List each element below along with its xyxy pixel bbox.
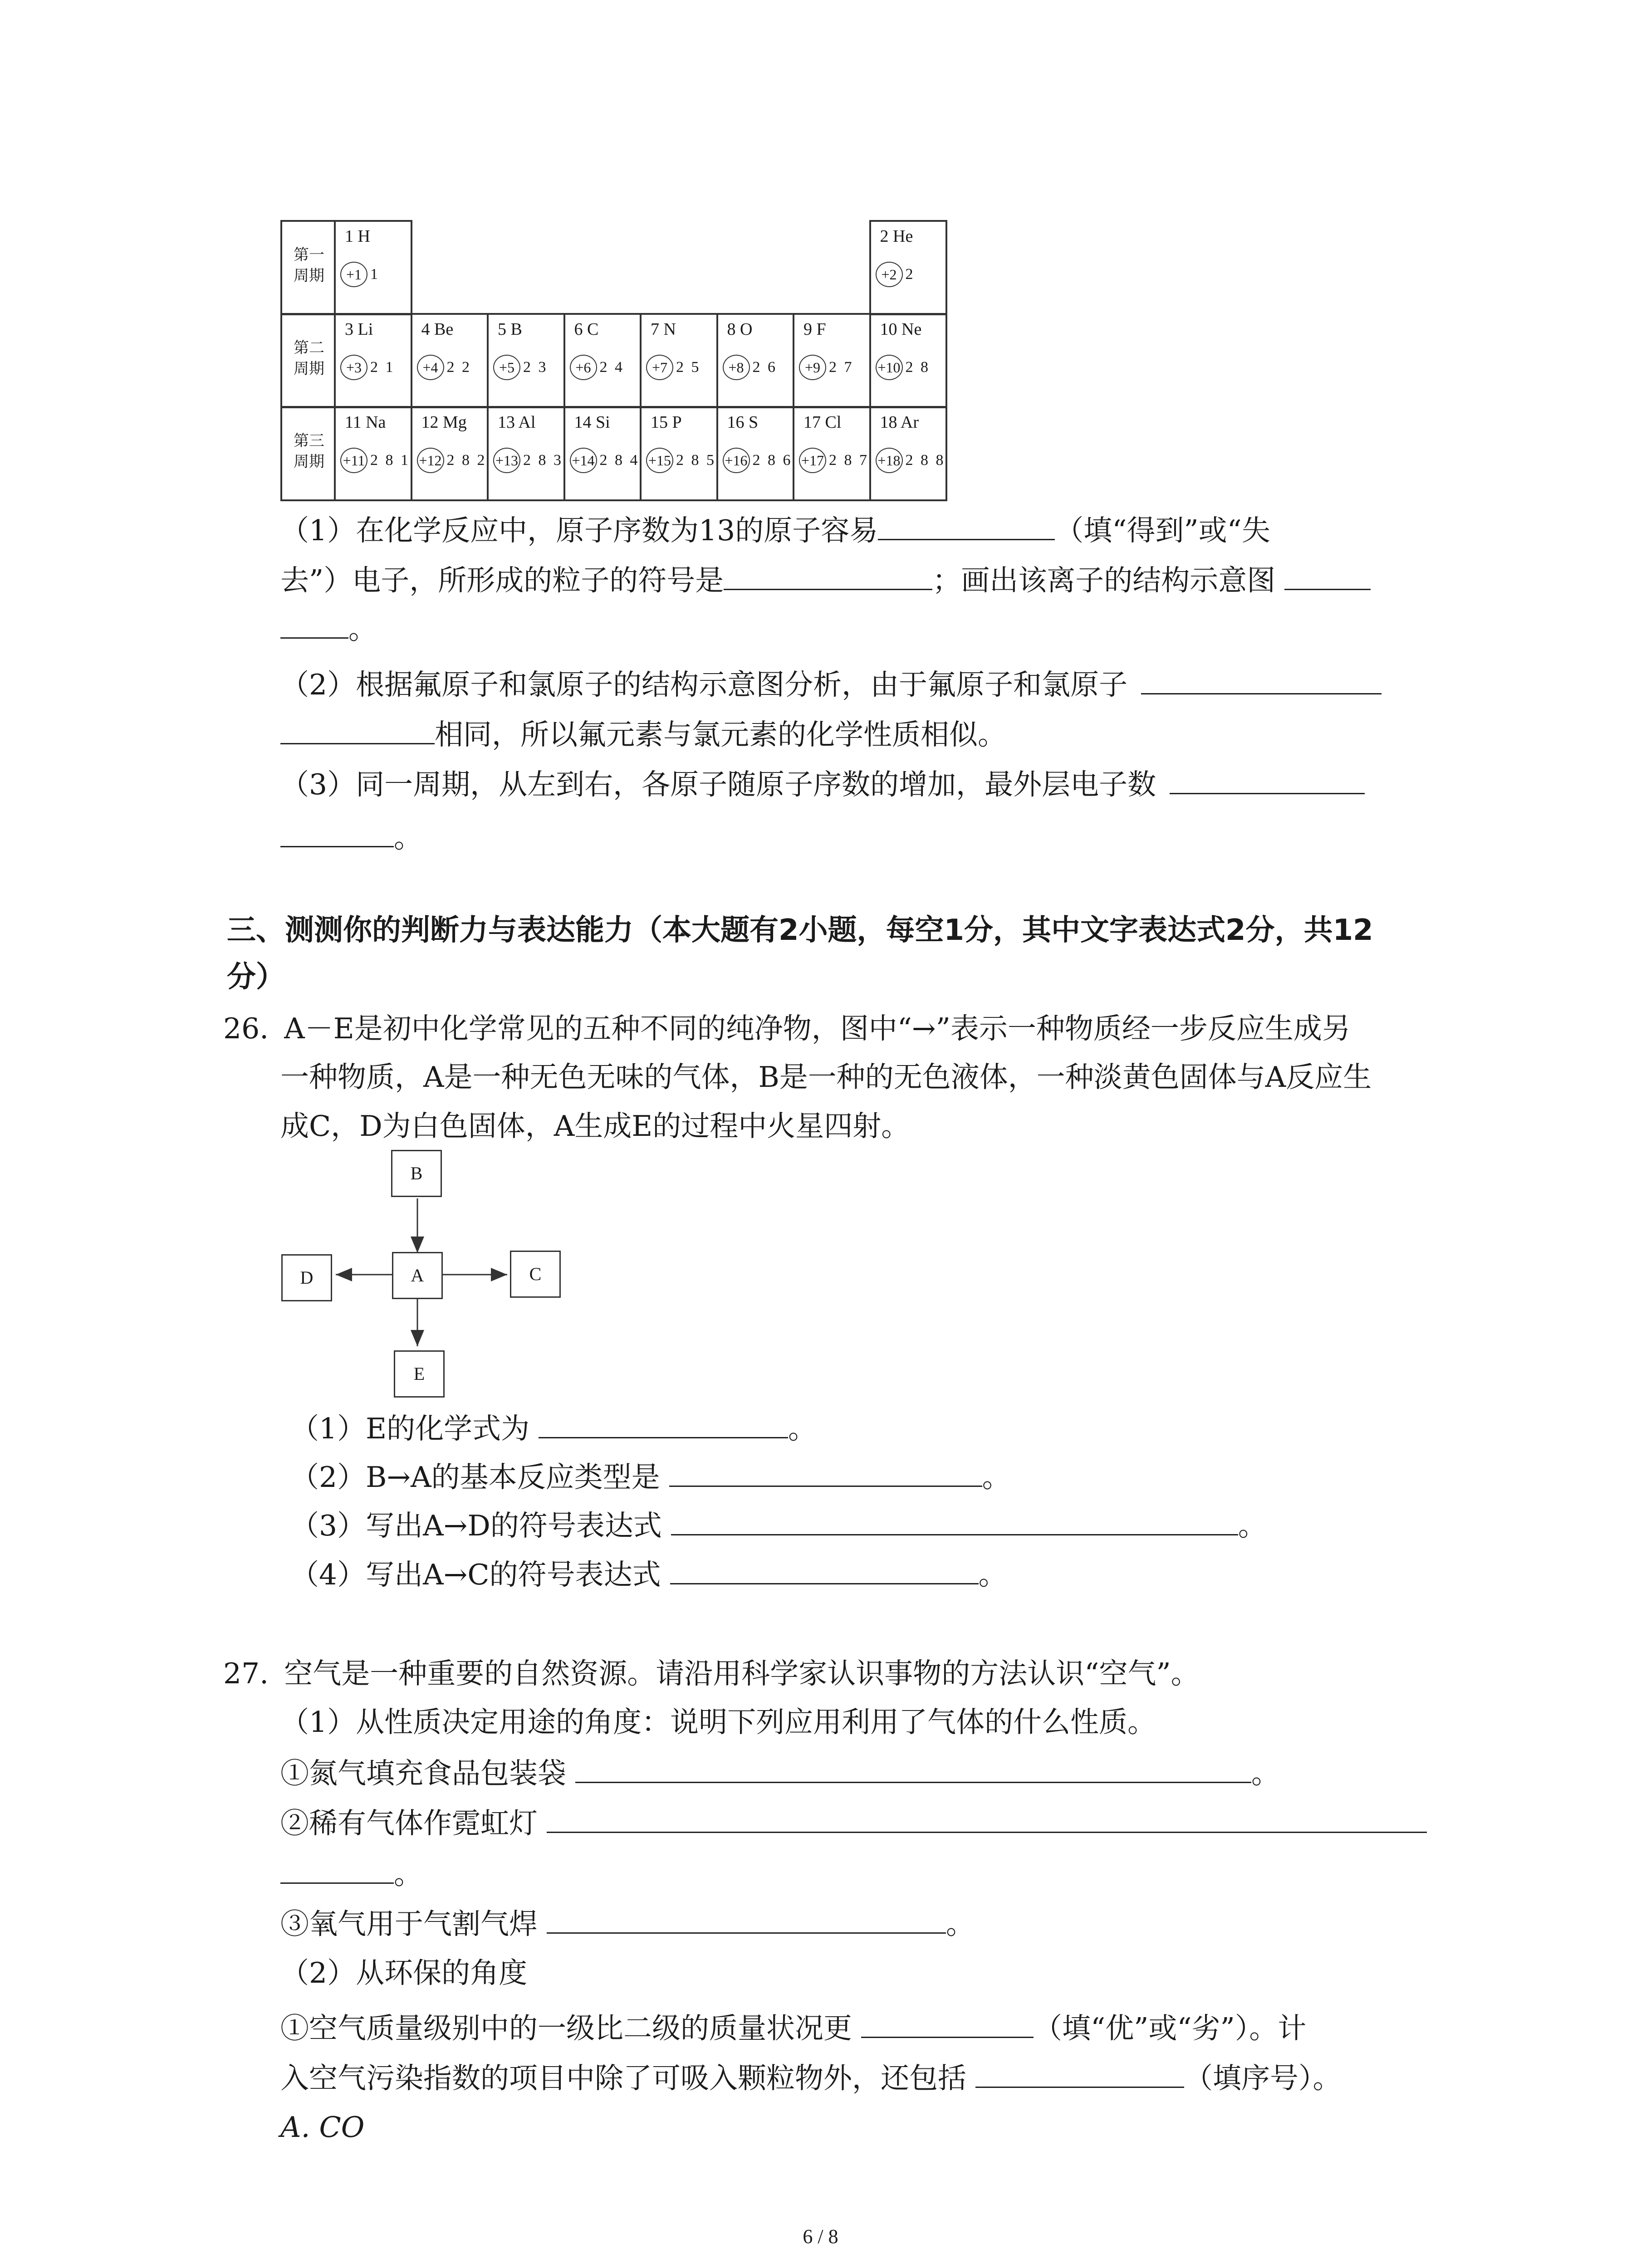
electron-shells: 2 8 6: [752, 452, 793, 469]
element-cell: [334, 220, 412, 315]
node-d: D: [281, 1254, 332, 1301]
period: 。: [946, 1907, 975, 1941]
answer-blank[interactable]: [671, 1507, 1238, 1535]
element-symbol: 10 Ne: [880, 320, 922, 339]
period: 。: [348, 612, 377, 645]
section-heading-line1: 三、测测你的判断力与表达能力（本大题有2小题，每空1分，其中文字表达式2分，共12: [227, 914, 1373, 947]
periodic-table: [280, 220, 945, 505]
q25-part1-text-b: （填“得到”或“失: [1055, 514, 1270, 547]
period-label: 第二 周期: [294, 339, 324, 378]
electron-shells: 2 1: [370, 359, 395, 376]
q27-sub1-text-d: （填序号）。: [1184, 2062, 1342, 2095]
q27-item2-cont: [280, 1855, 422, 1892]
answer-blank[interactable]: [547, 1905, 946, 1934]
answer-blank[interactable]: [669, 1458, 982, 1487]
answer-blank[interactable]: [1170, 766, 1365, 794]
node-c: C: [510, 1251, 561, 1298]
period: 。: [394, 1857, 422, 1891]
nucleus-charge: +10: [876, 355, 903, 380]
question-number: 26.: [223, 1012, 269, 1045]
q25-part2-text-a: （2）根据氟原子和氯原子的结构示意图分析，由于氟原子和氯原子: [280, 668, 1128, 701]
q26-sub4: [290, 1556, 1007, 1593]
q26-sub3-text: （3）写出A→D的符号表达式: [290, 1509, 662, 1542]
q26-sub1: [290, 1410, 817, 1447]
answer-blank[interactable]: [280, 819, 394, 847]
element-symbol: 4 Be: [421, 320, 454, 339]
period: 。: [1251, 1757, 1280, 1790]
period-label: 第三 周期: [294, 432, 324, 471]
q27-sub1-text-b: （填“优”或“劣”）。计: [1034, 2012, 1307, 2045]
nucleus-charge: +13: [493, 448, 520, 473]
nucleus-charge: +6: [570, 355, 597, 380]
page-number: 6 / 8: [803, 2225, 838, 2248]
element-symbol: 13 Al: [498, 413, 536, 432]
atomic-structure-diagram: [570, 355, 625, 380]
electron-shells: 2 8: [905, 359, 930, 376]
q25-part3-line2: [280, 819, 422, 856]
element-cell: [640, 406, 718, 501]
q25-part2-text-b: 相同，所以氟元素与氯元素的化学性质相似。: [435, 718, 1006, 751]
period: 。: [978, 1558, 1007, 1591]
q27-item1: [280, 1755, 1280, 1792]
nucleus-charge: +15: [646, 448, 673, 473]
period: 。: [788, 1412, 817, 1445]
period-label: 第一 周期: [294, 246, 324, 285]
node-a: A: [392, 1252, 443, 1299]
nucleus-charge: +5: [493, 355, 520, 380]
atomic-structure-diagram: [876, 355, 931, 380]
nucleus-charge: +16: [723, 448, 750, 473]
element-cell: [411, 406, 489, 501]
q27-item3-text: ③氧气用于气割气焊: [280, 1907, 538, 1941]
q27-stem: [223, 1656, 1200, 1692]
answer-blank[interactable]: [670, 1556, 979, 1584]
node-e: E: [394, 1350, 445, 1398]
element-cell: [487, 406, 565, 501]
electron-shells: 2 3: [523, 359, 548, 376]
atomic-structure-diagram: [340, 355, 395, 380]
element-symbol: 1 H: [345, 227, 370, 246]
element-symbol: 7 N: [651, 320, 676, 339]
atomic-structure-diagram: [876, 262, 915, 287]
atomic-structure-diagram: [493, 448, 563, 473]
q27-sub1-text-a: ①空气质量级别中的一级比二级的质量状况更: [280, 2012, 852, 2045]
nucleus-charge: +7: [646, 355, 673, 380]
q26-sub3: [290, 1507, 1267, 1544]
electron-shells: 2: [905, 266, 915, 283]
atomic-structure-diagram: [799, 448, 869, 473]
q27-sub1-text-c: 入空气污染指数的项目中除了可吸入颗粒物外，还包括: [280, 2062, 966, 2095]
q25-part1-line1: [280, 512, 1270, 549]
electron-shells: 2 7: [829, 359, 854, 376]
element-symbol: 6 C: [574, 320, 599, 339]
period-label-cell: [280, 313, 336, 408]
q25-part1-text-c: 去”）电子，所形成的粒子的符号是: [280, 564, 724, 597]
element-cell: [716, 406, 795, 501]
answer-blank[interactable]: [975, 2059, 1184, 2088]
element-cell: [411, 313, 489, 408]
q25-part1-text-a: （1）在化学反应中，原子序数为13的原子容易: [280, 514, 878, 547]
element-symbol: 18 Ar: [880, 413, 919, 432]
q26-sub1-text: （1）E的化学式为: [290, 1412, 530, 1445]
element-symbol: 17 Cl: [803, 413, 842, 432]
answer-blank[interactable]: [280, 610, 348, 639]
electron-shells: 2 5: [676, 359, 701, 376]
answer-blank[interactable]: [1284, 562, 1371, 590]
electron-shells: 2 8 2: [446, 452, 487, 469]
atomic-structure-diagram: [646, 355, 701, 380]
nucleus-charge: +1: [340, 262, 367, 287]
element-symbol: 3 Li: [345, 320, 373, 339]
nucleus-charge: +12: [417, 448, 444, 473]
element-cell: [563, 313, 642, 408]
q27-part2: （2）从环保的角度: [280, 1956, 528, 1989]
element-symbol: 16 S: [727, 413, 759, 432]
element-symbol: 15 P: [651, 413, 682, 432]
electron-shells: 2 4: [599, 359, 624, 376]
nucleus-charge: +8: [723, 355, 750, 380]
answer-blank[interactable]: [280, 1855, 394, 1884]
element-cell: [793, 406, 871, 501]
q27-stem-text: 空气是一种重要的自然资源。请沿用科学家认识事物的方法认识“空气”。: [284, 1657, 1200, 1690]
element-cell: [640, 313, 718, 408]
atomic-structure-diagram: [799, 355, 854, 380]
q26-sub2: [290, 1458, 1011, 1496]
electron-shells: 2 8 8: [905, 452, 945, 469]
atomic-structure-diagram: [876, 448, 945, 473]
nucleus-charge: +11: [340, 448, 367, 473]
electron-shells: 2 8 1: [370, 452, 410, 469]
element-cell: [716, 313, 795, 408]
answer-blank[interactable]: [724, 562, 932, 590]
element-cell: [869, 220, 948, 315]
element-symbol: 8 O: [727, 320, 753, 339]
element-cell: [334, 313, 412, 408]
q27-item1-text: ①氮气填充食品包装袋: [280, 1757, 566, 1790]
q27-option-a: A. CO: [280, 2111, 365, 2144]
period-label-cell: [280, 220, 336, 315]
node-b: B: [391, 1150, 442, 1197]
element-symbol: 14 Si: [574, 413, 610, 432]
element-symbol: 11 Na: [345, 413, 386, 432]
q26-stem-line1: [223, 1011, 1351, 1047]
section-heading-line2: 分）: [227, 960, 285, 994]
electron-shells: 2 8 4: [599, 452, 640, 469]
q25-part2-line1: [280, 666, 1381, 703]
electron-shells: 2 8 7: [829, 452, 869, 469]
q25-part3-text-a: （3）同一周期，从左到右，各原子随原子序数的增加，最外层电子数: [280, 768, 1156, 801]
element-cell: [869, 406, 948, 501]
answer-blank[interactable]: [280, 716, 435, 744]
q25-part1-text-d: ；画出该离子的结构示意图: [932, 564, 1276, 597]
answer-blank[interactable]: [878, 512, 1055, 540]
element-cell: [487, 313, 565, 408]
element-cell: [334, 406, 412, 501]
q25-part2-line2: [280, 716, 1006, 753]
answer-blank[interactable]: [575, 1755, 1251, 1783]
period-label-cell: [280, 406, 336, 501]
element-cell: [793, 313, 871, 408]
q26-sub4-text: （4）写出A→C的符号表达式: [290, 1558, 661, 1591]
q27-part1: （1）从性质决定用途的角度：说明下列应用利用了气体的什么性质。: [280, 1706, 1156, 1739]
electron-shells: 2 2: [446, 359, 471, 376]
nucleus-charge: +3: [340, 355, 367, 380]
element-symbol: 9 F: [803, 320, 826, 339]
nucleus-charge: +18: [876, 448, 903, 473]
answer-blank[interactable]: [1141, 666, 1381, 694]
q27-item2-text: ②稀有气体作霓虹灯: [280, 1807, 538, 1840]
electron-shells: 2 8 5: [676, 452, 716, 469]
electron-shells: 2 8 3: [523, 452, 563, 469]
q27-item3: [280, 1905, 975, 1942]
atomic-structure-diagram: [417, 355, 472, 380]
q27-item2: [280, 1804, 1427, 1842]
answer-blank[interactable]: [539, 1410, 788, 1438]
question-number: 27.: [223, 1657, 269, 1690]
element-symbol: 2 He: [880, 227, 913, 246]
q26-stem-line2: 一种物质，A是一种无色无味的气体，B是一种的无色液体，一种淡黄色固体与A反应生: [280, 1061, 1372, 1094]
nucleus-charge: +4: [417, 355, 444, 380]
answer-blank[interactable]: [861, 2009, 1034, 2038]
element-symbol: 5 B: [498, 320, 522, 339]
q27-sub1-line1: [280, 2009, 1306, 2047]
q26-sub2-text: （2）B→A的基本反应类型是: [290, 1461, 660, 1494]
period: 。: [982, 1461, 1011, 1494]
atomic-structure-diagram: [570, 448, 640, 473]
q25-part1-line2: [280, 562, 1371, 599]
q25-part1-line3: [280, 610, 377, 647]
q25-part3-line1: [280, 766, 1365, 803]
nucleus-charge: +17: [799, 448, 826, 473]
element-cell: [563, 406, 642, 501]
nucleus-charge: +2: [876, 262, 903, 287]
q27-sub1-line2: [280, 2059, 1342, 2097]
electron-shells: 2 6: [752, 359, 777, 376]
nucleus-charge: +14: [570, 448, 597, 473]
q26-stem-text-1: A－E是初中化学常见的五种不同的纯净物，图中“→”表示一种物质经一步反应生成另: [284, 1012, 1351, 1045]
atomic-structure-diagram: [340, 262, 380, 287]
atomic-structure-diagram: [340, 448, 410, 473]
nucleus-charge: +9: [799, 355, 826, 380]
electron-shells: 1: [370, 266, 380, 283]
atomic-structure-diagram: [723, 355, 778, 380]
period: 。: [394, 821, 422, 854]
atomic-structure-diagram: [493, 355, 548, 380]
atomic-structure-diagram: [417, 448, 487, 473]
answer-blank[interactable]: [547, 1804, 1427, 1833]
element-symbol: 12 Mg: [421, 413, 467, 432]
atomic-structure-diagram: [646, 448, 716, 473]
atomic-structure-diagram: [723, 448, 793, 473]
element-cell: [869, 313, 948, 408]
q26-stem-line3: 成C，D为白色固体，A生成E的过程中火星四射。: [280, 1110, 910, 1143]
period: 。: [1238, 1509, 1267, 1542]
